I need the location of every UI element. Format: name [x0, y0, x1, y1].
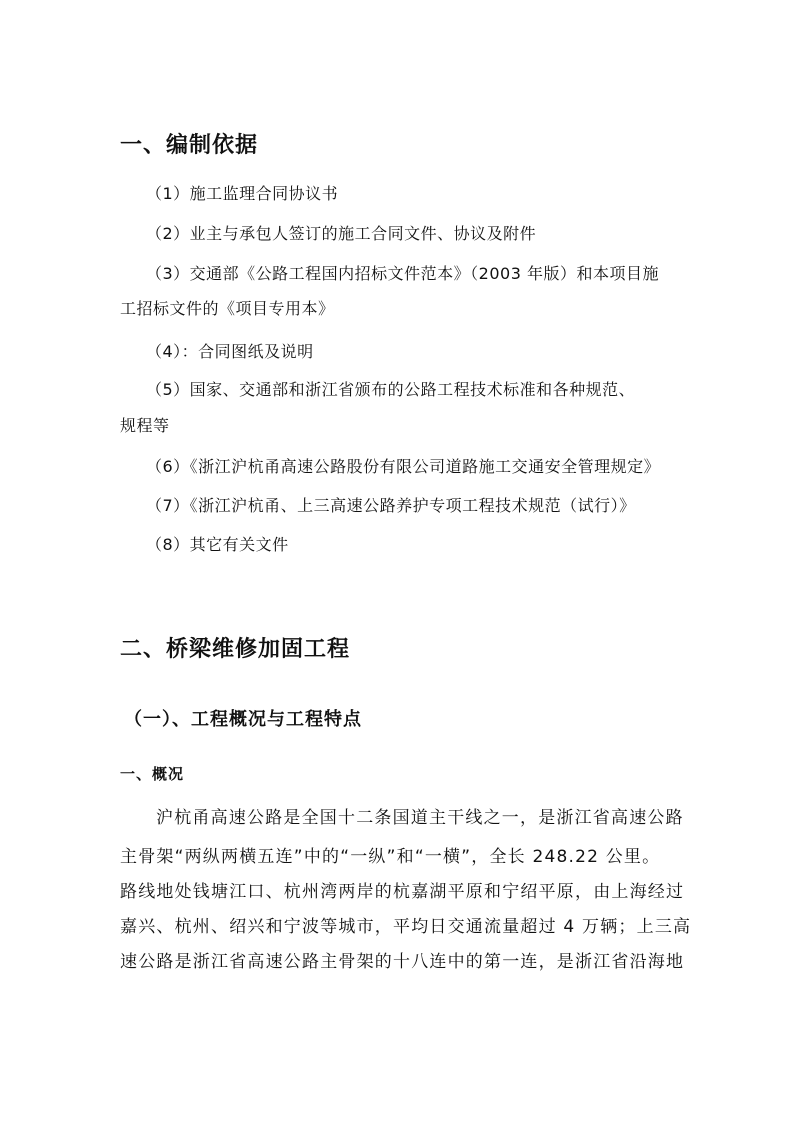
- list-item: （6）《浙江沪杭甬高速公路股份有限公司道路施工交通安全管理规定》: [146, 457, 661, 476]
- subsubsection-heading: 一、概况: [120, 765, 185, 783]
- paragraph-line: 速公路是浙江省高速公路主骨架的十八连中的第一连，是浙江省沿海地: [120, 952, 685, 972]
- list-item: （5）国家、交通部和浙江省颁布的公路工程技术标准和各种规范、: [146, 380, 636, 399]
- list-item: （2）业主与承包人签订的施工合同文件、协议及附件: [146, 224, 537, 243]
- list-item-continuation: 规程等: [120, 416, 170, 435]
- subsection-heading: （一）、工程概况与工程特点: [124, 709, 362, 730]
- paragraph-line: 嘉兴、杭州、绍兴和宁波等城市，平均日交通流量超过 4 万辆；上三高: [120, 917, 692, 937]
- paragraph-line: 路线地处钱塘江口、杭州湾两岸的杭嘉湖平原和宁绍平原，由上海经过: [120, 882, 685, 902]
- list-item: （4）：合同图纸及说明: [146, 342, 314, 361]
- list-item: （1）施工监理合同协议书: [146, 184, 339, 203]
- section-heading-basis: 一、编制依据: [120, 133, 259, 158]
- list-item: （7）《浙江沪杭甬、上三高速公路养护专项工程技术规范（试行）》: [146, 496, 636, 515]
- section-heading-bridge: 二、桥梁维修加固工程: [120, 637, 351, 662]
- list-item: （8）其它有关文件: [146, 535, 289, 554]
- list-item-continuation: 工招标文件的《项目专用本》: [120, 299, 335, 318]
- list-item: （3）交通部《公路工程国内招标文件范本》（2003 年版）和本项目施: [146, 264, 659, 283]
- paragraph-line: 沪杭甬高速公路是全国十二条国道主干线之一，是浙江省高速公路: [156, 808, 684, 828]
- paragraph-line: 主骨架“两纵两横五连”中的“一纵”和“一横”，全长 248.22 公里。: [120, 847, 661, 867]
